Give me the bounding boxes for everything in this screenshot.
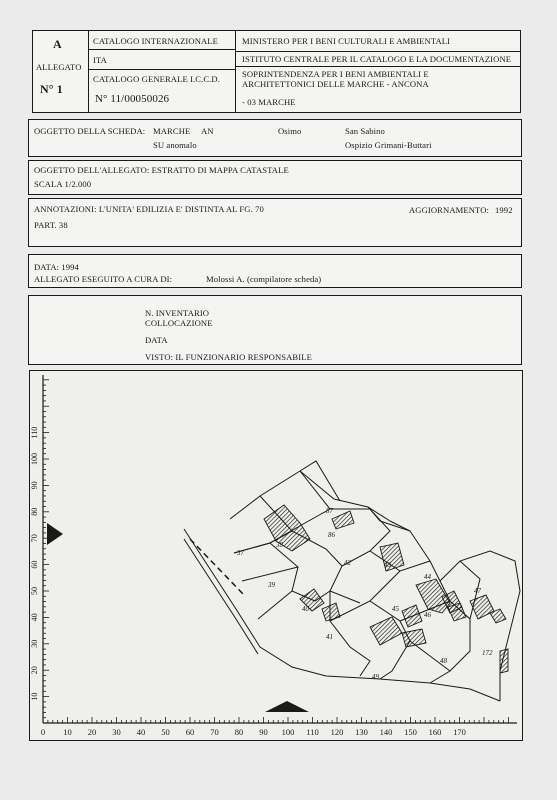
- x-tick-label: 140: [379, 727, 393, 737]
- region-code: - 03 MARCHE: [242, 97, 296, 107]
- parcel-label-41: 41: [326, 633, 333, 641]
- y-tick-label: 30: [30, 639, 39, 648]
- soprintendenza-line2: ARCHITETTONICI DELLE MARCHE - ANCONA: [242, 79, 429, 89]
- oggetto-province: AN: [201, 126, 214, 136]
- parcel-label-40: 40: [302, 605, 309, 613]
- catalogo-number: N° 11/00050026: [95, 93, 170, 105]
- x-tick-label: 40: [136, 727, 146, 737]
- ita-code: ITA: [93, 55, 107, 65]
- x-tick-label: 60: [185, 727, 195, 737]
- oggetto-label: OGGETTO DELLA SCHEDA:: [34, 126, 146, 136]
- parcel-label-48: 48: [440, 657, 447, 665]
- y-tick-label: 70: [30, 534, 39, 543]
- oggetto-localita: San Sabino: [345, 126, 385, 136]
- collocazione-label: COLLOCAZIONE: [145, 318, 213, 328]
- cadastral-map: [30, 371, 521, 739]
- oggetto-allegato-box: [28, 160, 522, 195]
- oggetto-name: Ospizio Grimani-Buttari: [345, 140, 432, 150]
- x-tick-label: 10: [63, 727, 72, 737]
- allegato-number: N° 1: [40, 82, 63, 96]
- x-tick-label: 20: [87, 727, 97, 737]
- oggetto-type: SU anomalo: [153, 140, 197, 150]
- x-tick-label: 80: [234, 727, 244, 737]
- catalogo-internazionale: CATALOGO INTERNAZIONALE: [93, 36, 219, 46]
- eseguito-label: ALLEGATO ESEGUITO A CURA DI:: [34, 274, 173, 284]
- x-tick-label: 50: [161, 727, 170, 737]
- y-tick-label: 40: [30, 613, 39, 622]
- parcel-label-39: 39: [268, 581, 275, 589]
- y-tick-label: 100: [30, 453, 39, 465]
- catalogo-generale: CATALOGO GENERALE I.C.C.D.: [93, 74, 220, 84]
- parcel-outlines: [184, 461, 520, 701]
- istituto-title: ISTITUTO CENTRALE PER IL CATALOGO E LA DOCUMENTAZIONE: [242, 54, 512, 64]
- parcel-label-87: 87: [326, 507, 333, 515]
- x-tick-label: 90: [259, 727, 268, 737]
- parcel-label-44: 44: [424, 573, 431, 581]
- oggetto-scheda-box: [28, 119, 522, 157]
- x-tick-label: 0: [40, 727, 46, 737]
- x-tick-label: 150: [404, 727, 417, 737]
- inventario-number: N. INVENTARIO: [145, 308, 210, 318]
- allegato-letter: A: [53, 37, 62, 51]
- inventario-box: [28, 295, 522, 365]
- parcel-label-45: 45: [392, 605, 399, 613]
- parcel-label-42: 42: [344, 559, 351, 567]
- reference-arrow-bottom-icon: [265, 701, 309, 712]
- x-tick-label: 160: [428, 727, 442, 737]
- parcel-label-37: 37: [237, 549, 244, 557]
- allegato-label: ALLEGATO: [36, 62, 82, 72]
- buildings: [264, 505, 508, 673]
- x-tick-label: 120: [330, 727, 344, 737]
- y-tick-label: 10: [30, 692, 39, 701]
- eseguito-author: Molossi A. (compilatore scheda): [206, 274, 322, 284]
- reference-arrow-left-icon: [47, 523, 63, 545]
- oggetto-comune: Osimo: [278, 126, 302, 136]
- x-tick-label: 110: [306, 727, 319, 737]
- y-tick-label: 110: [30, 426, 39, 439]
- aggiornamento-year: 1992: [495, 205, 513, 215]
- parcel-label-47: 47: [474, 587, 481, 595]
- parcel-label-38: 38: [276, 541, 283, 549]
- annotazioni-box: [28, 198, 522, 247]
- oggetto-region: MARCHE: [153, 126, 191, 136]
- parcel-label-43: 43: [384, 561, 391, 569]
- road-line: [190, 539, 244, 595]
- allegato-scale: SCALA 1/2.000: [34, 179, 92, 189]
- x-tick-label: 30: [112, 727, 121, 737]
- x-tick-label: 170: [453, 727, 466, 737]
- y-tick-label: 60: [30, 560, 39, 569]
- y-tick-label: 20: [30, 666, 39, 675]
- soprintendenza-line1: SOPRINTENDENZA PER I BENI AMBIENTALI E: [242, 69, 429, 79]
- aggiornamento-label: AGGIORNAMENTO:: [409, 205, 490, 215]
- inventario-data: DATA: [145, 335, 168, 345]
- x-tick-label: 100: [281, 727, 295, 737]
- visto-label: VISTO: IL FUNZIONARIO RESPONSABILE: [145, 352, 312, 362]
- parcel-label-46: 46: [424, 611, 431, 619]
- annotazioni-part: PART. 38: [34, 220, 68, 230]
- data-year: DATA: 1994: [34, 262, 79, 272]
- parcel-label-86: 86: [328, 531, 335, 539]
- y-tick-label: 90: [30, 481, 39, 490]
- x-tick-label: 130: [355, 727, 368, 737]
- map-axes: [30, 375, 517, 737]
- x-tick-label: 70: [210, 727, 219, 737]
- y-tick-label: 50: [30, 587, 39, 595]
- allegato-object-line: OGGETTO DELL'ALLEGATO: ESTRATTO DI MAPPA CATASTALE: [34, 165, 289, 175]
- header-box: [32, 30, 521, 113]
- annotazioni-line: ANNOTAZIONI: L'UNITA' EDILIZIA E' DISTINTA AL FG. 70: [34, 204, 264, 214]
- parcel-label-49: 49: [372, 673, 379, 681]
- parcel-label-172: 172: [482, 649, 493, 657]
- ministero-title: MINISTERO PER I BENI CULTURALI E AMBIENTALI: [242, 36, 451, 46]
- cadastral-map-box: [29, 370, 523, 741]
- y-tick-label: 80: [30, 507, 39, 516]
- data-box: [28, 254, 522, 288]
